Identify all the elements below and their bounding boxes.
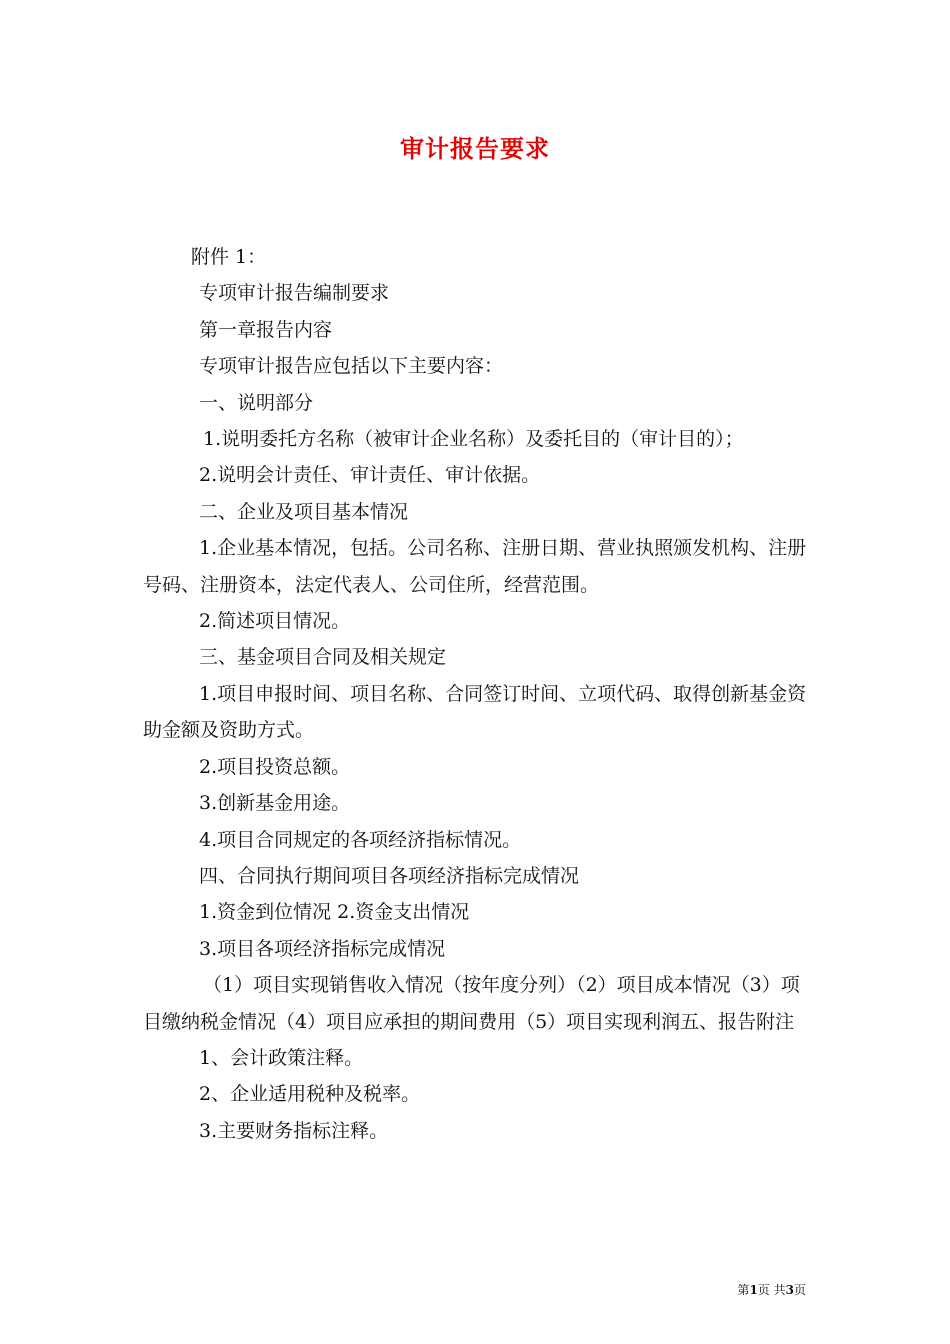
paragraph-item: 1、会计政策注释。 bbox=[199, 1046, 364, 1069]
paragraph-item: 1.项目申报时间、项目名称、合同签订时间、立项代码、取得创新基金资助金额及资助方式。 bbox=[143, 682, 807, 742]
footer-total-pages: 3 bbox=[785, 1283, 794, 1297]
section-heading-1: 一、说明部分 bbox=[199, 391, 314, 414]
footer-suffix: 页 bbox=[793, 1283, 806, 1297]
paragraph-item: 1.资金到位情况 2.资金支出情况 bbox=[199, 901, 470, 924]
document-title: 审计报告要求 bbox=[400, 134, 550, 163]
paragraph-subtitle: 专项审计报告编制要求 bbox=[199, 282, 390, 305]
page-footer bbox=[737, 1282, 806, 1298]
paragraph-item: 2、企业适用税种及税率。 bbox=[199, 1083, 421, 1106]
paragraph-item: 3.创新基金用途。 bbox=[199, 792, 351, 815]
paragraph-item: （1）项目实现销售收入情况（按年度分列）（2）项目成本情况（3）项目缴纳税金情况（4）项目应承担的期间费用（5）项目实现利润五、报告附注 bbox=[143, 974, 800, 1033]
paragraph-intro: 专项审计报告应包括以下主要内容： bbox=[199, 355, 504, 378]
paragraph-attachment-label: 附件 1： bbox=[191, 246, 267, 268]
paragraph-item: 1.说明委托方名称（被审计企业名称）及委托目的（审计目的）； bbox=[203, 428, 744, 451]
section-heading-2: 二、企业及项目基本情况 bbox=[199, 500, 409, 523]
document-body bbox=[143, 239, 813, 1149]
footer-middle: 页 共 bbox=[757, 1283, 786, 1297]
section-heading-3: 三、基金项目合同及相关规定 bbox=[199, 646, 447, 669]
paragraph-chapter-heading: 第一章报告内容 bbox=[199, 318, 333, 341]
paragraph-item: 3.主要财务指标注释。 bbox=[199, 1119, 389, 1142]
paragraph-item: 2.项目投资总额。 bbox=[199, 755, 351, 778]
footer-prefix: 第 bbox=[737, 1283, 750, 1297]
footer-page-number: 1 bbox=[749, 1283, 758, 1297]
paragraph-item: 3.项目各项经济指标完成情况 bbox=[199, 937, 446, 960]
paragraph-item: 1.企业基本情况，包括。公司名称、注册日期、营业执照颁发机构、注册号码、注册资本，法定代表人、公司住所，经营范围。 bbox=[143, 537, 807, 596]
section-heading-4: 四、合同执行期间项目各项经济指标完成情况 bbox=[199, 864, 580, 887]
paragraph-item: 2.说明会计责任、审计责任、审计依据。 bbox=[199, 464, 541, 487]
paragraph-item: 2.简述项目情况。 bbox=[199, 610, 351, 633]
paragraph-item: 4.项目合同规定的各项经济指标情况。 bbox=[199, 828, 522, 851]
